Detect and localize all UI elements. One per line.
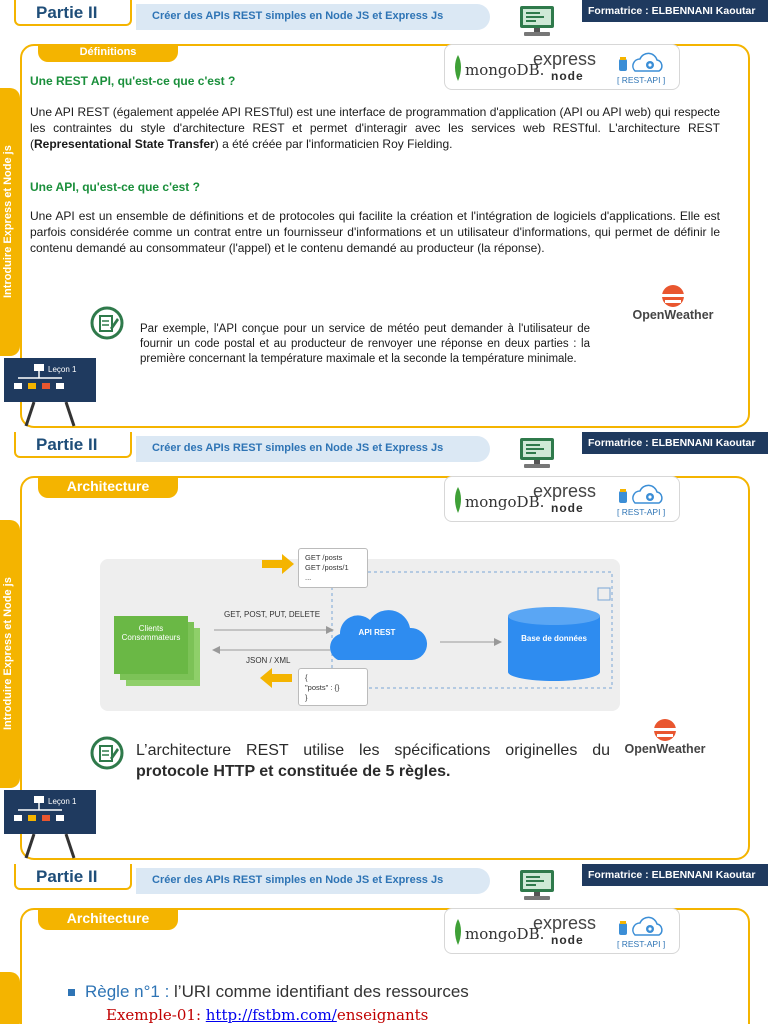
- rest-api-label: [ REST-API ]: [617, 939, 666, 949]
- slide-title: Créer des APIs REST simples en Node JS et Express Js: [152, 874, 444, 886]
- sidebar: [0, 88, 20, 356]
- express-logo: express: [533, 49, 597, 69]
- architecture-text: [136, 740, 610, 782]
- slide-definitions: [0, 0, 768, 432]
- api-rest-label: API REST: [358, 628, 396, 637]
- computer-icon: [516, 434, 558, 470]
- clients-line: Consommateurs: [121, 633, 181, 642]
- request-bubble: [298, 548, 368, 588]
- sidebar: [0, 520, 20, 788]
- note-icon: [90, 306, 124, 340]
- title-band: [136, 4, 490, 30]
- slide-header: [0, 432, 768, 462]
- title-band: [136, 868, 490, 894]
- mongodb-leaf-icon: [453, 919, 463, 945]
- sidebar: [0, 972, 20, 1024]
- paragraph-bold: Representational State Transfer: [34, 137, 215, 151]
- paragraph-api: Une API est un ensemble de définitions et de protocoles qui facilite la création et l'intégration de logiciels d'applications. Elle est parfois considérée comme un contrat entre un fournisseur d'informations et un utilisateur d'informations, qui permet de définir le contenu demandé au consommateur (l'appel) et le contenu demandé au producteur (la réponse).: [30, 209, 720, 255]
- request-line: GET /posts/1: [305, 563, 349, 572]
- teacher-label: Formatrice : ELBENNANI Kaoutar: [582, 432, 768, 454]
- part-label: Partie II: [36, 435, 98, 454]
- architecture-text-bold: protocole HTTP et constituée de 5 règles.: [136, 763, 451, 780]
- heading-api: Une API, qu'est-ce que c'est ?: [30, 180, 200, 194]
- response-line: {: [305, 673, 308, 682]
- computer-icon: [516, 866, 558, 902]
- teacher-label: Formatrice : ELBENNANI Kaoutar: [582, 0, 768, 22]
- node-logo: node: [551, 69, 584, 83]
- lesson-board-icon: [4, 358, 96, 428]
- title-band: [136, 436, 490, 462]
- mongodb-leaf-icon: [453, 55, 463, 81]
- part-tab: [14, 432, 132, 458]
- lesson-board-icon: [4, 790, 96, 860]
- rest-api-label: [ REST-API ]: [617, 507, 666, 517]
- node-logo: node: [551, 933, 584, 947]
- openweather-logo: [628, 282, 718, 326]
- paragraph-rest-api: [30, 104, 720, 152]
- part-label: Partie II: [36, 867, 98, 886]
- fullscreen-icon: [598, 588, 610, 600]
- express-logo: express: [533, 481, 597, 501]
- openweather-text: OpenWeather: [632, 308, 714, 322]
- paragraph-text: Une API REST (également appelée API RESTful) est une interface de programmation d'application (API ou API web) qui respecte les contraintes du style d'architecture REST et permet d'interagir avec les services web RESTful. L'architecture REST (: [30, 105, 720, 151]
- slide-header: [0, 0, 768, 30]
- paragraph-text: ) a été créée par l'informaticien Roy Fielding.: [214, 137, 453, 151]
- rest-cloud-icon: [617, 483, 667, 507]
- mongodb-logo: mongoDB.: [465, 61, 545, 79]
- section-label: Définitions: [38, 44, 178, 62]
- tech-logos: [444, 908, 680, 954]
- format-label: JSON / XML: [246, 656, 291, 665]
- sidebar-label: Introduire Express et Node js: [2, 577, 14, 731]
- example-path: enseignants: [336, 1006, 429, 1024]
- clients-label: [114, 624, 188, 642]
- mongodb-logo: mongoDB.: [465, 925, 545, 943]
- mongodb-logo: mongoDB.: [465, 493, 545, 511]
- slide-title: Créer des APIs REST simples en Node JS et Express Js: [152, 442, 444, 454]
- slide-architecture: [0, 432, 768, 864]
- request-line: GET /posts: [305, 553, 343, 562]
- rest-cloud-icon: [617, 915, 667, 939]
- part-label: Partie II: [36, 3, 98, 22]
- bullet-icon: [68, 989, 75, 996]
- section-label: Architecture: [38, 908, 178, 930]
- example-text: Par exemple, l'API conçue pour un service de météo peut demander à l'utilisateur de fournir un code postal et au producteur de renvoyer une réponse en deux parties : la première concernant la température maximale et la seconde la température minimale.: [140, 323, 590, 365]
- rest-api-label: [ REST-API ]: [617, 75, 666, 85]
- lesson-label: Leçon 1: [48, 365, 77, 374]
- rule-text: l’URI comme identifiant des ressources: [169, 982, 469, 1001]
- tech-logos: [444, 476, 680, 522]
- example-link[interactable]: http://fstbm.com/: [205, 1006, 337, 1024]
- sun-cloud-icon: [656, 282, 690, 308]
- database-label: Base de données: [521, 634, 587, 643]
- architecture-text-part: L’architecture REST utilise les spécifications originelles du: [136, 742, 610, 759]
- rule-prefix: Règle n°1 :: [85, 982, 170, 1001]
- heading-rest-api: Une REST API, qu'est-ce que c'est ?: [30, 74, 236, 88]
- openweather-text: OpenWeather: [624, 742, 706, 756]
- lesson-label: Leçon 1: [48, 797, 77, 806]
- rest-cloud-icon: [617, 51, 667, 75]
- response-bubble: [298, 668, 368, 706]
- http-methods-label: GET, POST, PUT, DELETE: [224, 610, 321, 619]
- part-tab: [14, 864, 132, 890]
- express-logo: express: [533, 913, 597, 933]
- mongodb-leaf-icon: [453, 487, 463, 513]
- response-line: }: [305, 693, 308, 702]
- rule-example: [106, 1006, 428, 1024]
- teacher-label: Formatrice : ELBENNANI Kaoutar: [582, 864, 768, 886]
- part-tab: [14, 0, 132, 26]
- rule-1: [68, 982, 469, 1002]
- sidebar-label: Introduire Express et Node js: [2, 145, 14, 299]
- slide-header: [0, 864, 768, 894]
- clients-line: Clients: [138, 624, 164, 633]
- request-line: ...: [305, 573, 312, 582]
- node-logo: node: [551, 501, 584, 515]
- sun-cloud-icon: [648, 716, 682, 742]
- computer-icon: [516, 2, 558, 38]
- slide-title: Créer des APIs REST simples en Node JS et Express Js: [152, 10, 444, 22]
- openweather-logo: [620, 716, 710, 760]
- response-line: "posts" : {}: [305, 683, 340, 692]
- slide-architecture-rules: [0, 864, 768, 1024]
- tech-logos: [444, 44, 680, 90]
- note-icon: [90, 736, 124, 770]
- example-label: Exemple-01:: [106, 1006, 206, 1024]
- section-label: Architecture: [38, 476, 178, 498]
